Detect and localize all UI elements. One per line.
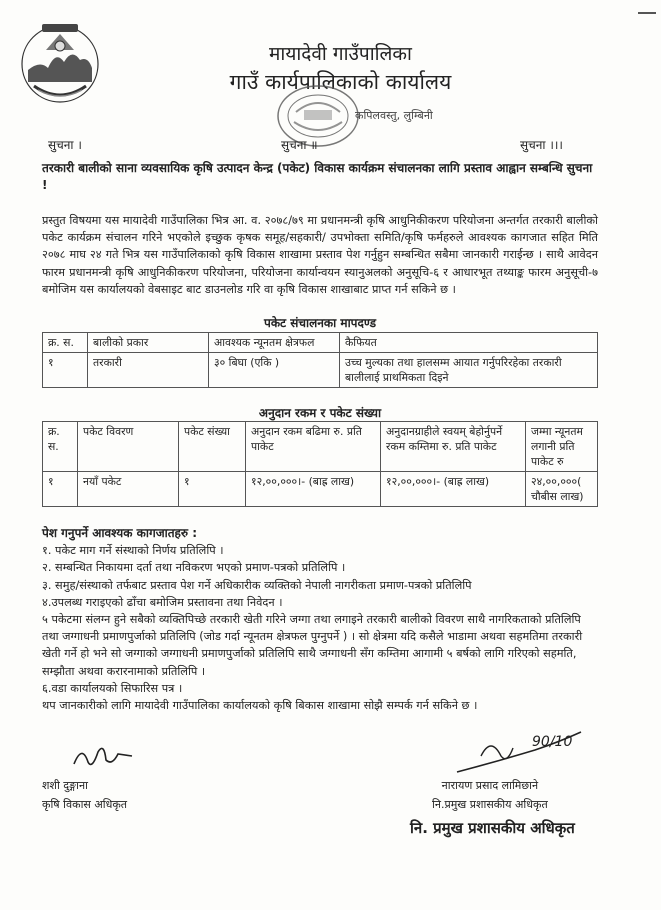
table-header-cell: बालीको प्रकार <box>88 333 209 353</box>
table1-title: पकेट संचालनका मापदण्ड <box>264 316 376 330</box>
scan-mark <box>638 12 656 14</box>
table-cell: १ <box>179 472 246 507</box>
notice-label-1: सुचना । <box>48 138 82 152</box>
document-item: ४.उपलब्ध गराइएको ढाँचा बमोजिम प्रस्तावना तथा निवेदन । <box>42 595 283 609</box>
table-header-cell: क्र. स. <box>43 422 78 472</box>
document-item: ३. समुह/संस्थाको तर्फबाट प्रस्ताव पेश गर्ने अधिकारीक व्यक्तिको नेपाली नागरीकता प्रमाण-पत्रको प्रतिलिपि <box>42 578 472 592</box>
table-cell: नयाँ पकेट <box>78 472 179 507</box>
office-name: मायादेवी गाउँपालिका <box>269 43 412 65</box>
document-item: २. सम्बन्धित निकायमा दर्ता तथा नविकरण भएको प्रमाण-पत्रको प्रतिलिपि । <box>42 561 346 575</box>
left-signatory <box>42 776 127 814</box>
table-cell: १ <box>43 472 78 507</box>
table-header-cell: पकेट विवरण <box>78 422 179 472</box>
table-cell: १२,००,०००।- (बाह्र लाख) <box>246 472 381 507</box>
notice-subject: तरकारी बालीको साना व्यवसायिक कृषि उत्पादन केन्द्र (पकेट) विकास कार्यक्रम संचालनका लागि प्रस्ताव आह्वान सम्बन्धि सुचना ! <box>42 161 593 192</box>
office-address: कपिलवस्तु, लुम्बिनी <box>355 109 433 122</box>
office-subtitle: गाउँ कार्यपालिकाको कार्यालय <box>229 70 452 94</box>
table-cell: २४,००,०००( चौबीस लाख) <box>526 472 598 507</box>
table-header-cell: क्र. स. <box>43 333 88 353</box>
table-cell: १२,००,०००।- (बाह्र लाख) <box>381 472 526 507</box>
designation-stamp: नि. प्रमुख प्रशासकीय अधिकृत <box>410 819 575 837</box>
table-header-row <box>43 333 598 353</box>
document-item: ५ पकेटमा संलग्न हुने सबैको व्यक्तिपिच्छे तरकारी खेती गरिने जग्गा तथा लगाइने तरकारी बालीको विवरण साथै नागरिकताको प्रतिलिपि तथा जग्गाधनी प्रमाणपुर्जाको प्रतिलिपि (जोड गर्दा न्यूनतम क्षेत्रफल पुग्नुपर्ने ) । सो क्षेत्रमा यदि कसैले भाडामा अथवा सहमतिमा तरकारी खेती गर्ने हो भने सो जग्गाको जग्गाधनी प्रमाणपुर्जाको प्रतिलिपि साथै जग्गाधनी सँग कम्तिमा आगामी ५ बर्षको लागि गरिएको सहमति, सम्झौता अथवा करारनामाको प्रतिलिपि । <box>42 613 583 678</box>
notice-label-2: सुचना ॥ <box>281 138 318 152</box>
table-header-cell: आवश्यक न्यूनतम क्षेत्रफल <box>209 333 340 353</box>
right-signatory-title: नि.प्रमुख प्रशासकीय अधिकृत <box>432 798 548 811</box>
notice-label-3: सुचना ।।। <box>520 138 563 152</box>
documents-footer: थप जानकारीको लागि मायादेवी गाउँपालिका कार्यालयको कृषि बिकास शाखामा सोझै सम्पर्क गर्न सकिने छ । <box>42 699 478 713</box>
table-cell: ३० बिघा (एकि ) <box>209 353 340 388</box>
left-signatory-name: शशी दुङ्गाना <box>42 779 88 792</box>
documents-section <box>42 525 598 714</box>
table-header-row <box>43 422 598 472</box>
table-header-cell: अनुदान रकम बढिमा रु. प्रति पाकेट <box>246 422 381 472</box>
table2-title: अनुदान रकम र पकेट संख्या <box>258 406 382 420</box>
right-signatory-name: नारायण प्रसाद लामिछाने <box>441 779 539 792</box>
table-row <box>43 353 598 388</box>
table-header-cell: कैफियत <box>340 333 598 353</box>
table-header-cell: अनुदानग्राहीले स्वयम् बेहोर्नुपर्ने रकम कम्तिमा रु. प्रति पाकेट <box>381 422 526 472</box>
document-item: ६.वडा कार्यालयको सिफारिस पत्र । <box>42 681 183 695</box>
table-row <box>43 472 598 507</box>
table-header-cell: पकेट संख्या <box>179 422 246 472</box>
criteria-table <box>42 332 598 388</box>
left-signatory-title: कृषि विकास अधिकृत <box>42 798 128 811</box>
table-cell: १ <box>43 353 88 388</box>
documents-title: पेश गनुपर्ने आवश्यक कागजातहरु : <box>42 526 198 540</box>
notice-paragraph: प्रस्तुत विषयमा यस मायादेवी गाउँपालिका भित्र आ. व. २०७८/७९ मा प्रधानमन्त्री कृषि आधुनिकीकरण परियोजना अन्तर्गत तरकारी बालीको पकेट कार्यक्रम संचालन गरिने भएकोले इच्छुक कृषक समूह/सहकारी/ उपभोक्ता समिति/कृषि फर्महरुले आवश्यक कागजात सहित मिति २०७८ माघ २४ गते भित्र यस गाउँपालिकाको कृषि विकास शाखामा प्रस्ताव पेश गर्नुहुन सम्बन्धित सबैमा जानकारी गराईन्छ । साथै आवेदन फारम प्रधानमन्त्री कृषि आधुनिकीकरण परियोजना, परियोजना कार्यान्वयन स्यानुअलको अनुसूचि-६ र आधारभूत तथ्याङ्क फारम अनुसूची-७ बमोजिम यस कार्यालयको वेबसाइट बाट डाउनलोड गरि वा कृषि विकास शाखाबाट प्राप्त गर्न सकिने छ । <box>42 214 598 296</box>
right-signatory <box>432 776 548 814</box>
table-cell: उच्च मुल्यका तथा हालसम्म आयात गर्नुपरिरहेका तरकारी बालीलाई प्राथमिकता दिइने <box>340 353 598 388</box>
table-cell: तरकारी <box>88 353 209 388</box>
left-signature <box>70 740 140 774</box>
grant-table <box>42 421 598 507</box>
handwritten-date: 90/10 <box>532 734 573 750</box>
document-item: १. पकेट माग गर्ने संस्थाको निर्णय प्रतिलिपि । <box>42 544 224 558</box>
table-header-cell: जम्मा न्यूनतम लगानी प्रति पाकेट रु <box>526 422 598 472</box>
